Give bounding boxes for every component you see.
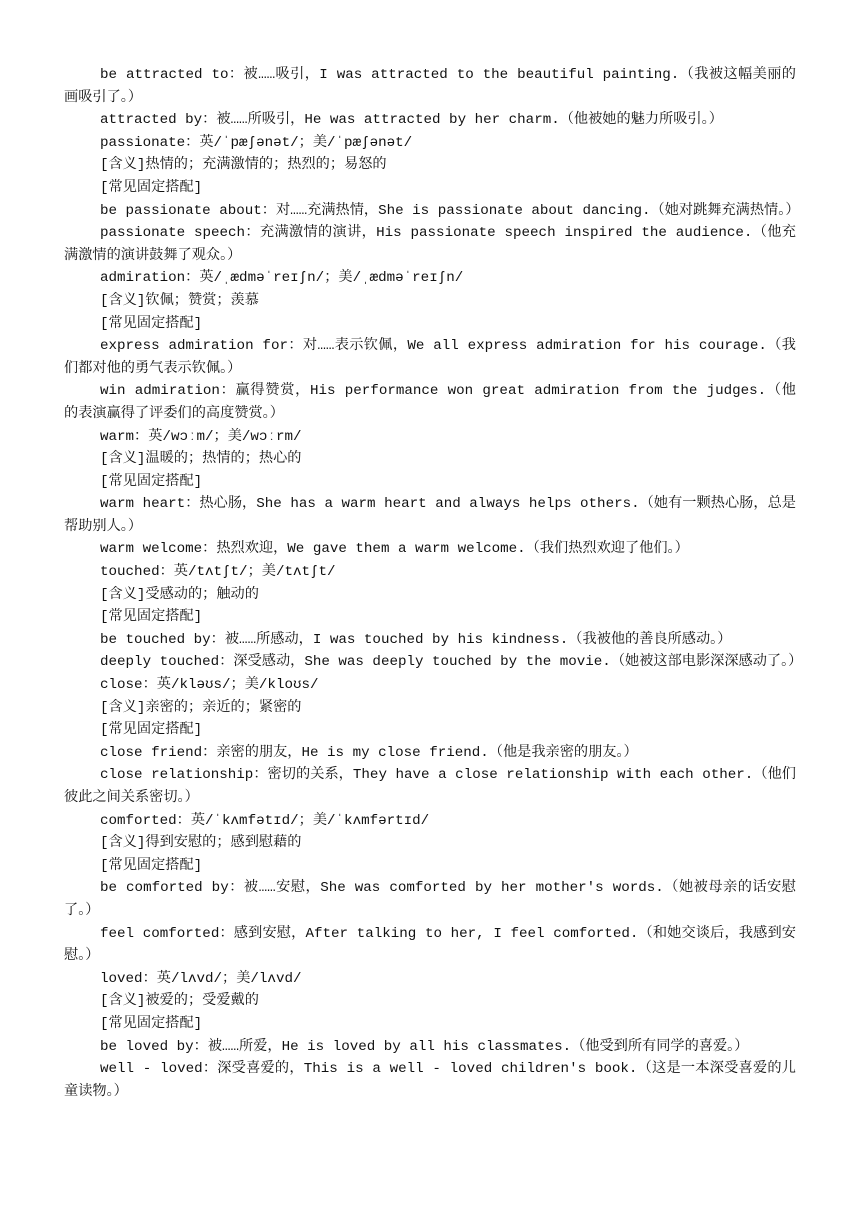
collocation-express-admiration: express admiration for：对……表示钦佩，We all express admiration for his courage.（我们都对他的勇气表示钦佩。） <box>64 338 796 377</box>
meaning-admiration: [含义]钦佩；赞赏；羡慕 <box>100 292 259 309</box>
meaning-close: [含义]亲密的；亲近的；紧密的 <box>100 699 302 716</box>
collocation-heading: [常见固定搭配] <box>100 1015 203 1032</box>
meaning-touched: [含义]受感动的；触动的 <box>100 586 259 603</box>
collocation-heading: [常见固定搭配] <box>100 857 203 874</box>
collocation-passionate-about: be passionate about：对……充满热情，She is passionate about dancing.（她对跳舞充满热情。） <box>100 202 800 219</box>
collocation-close-friend: close friend：亲密的朋友，He is my close friend.（他是我亲密的朋友。） <box>100 744 638 761</box>
pronunciation-comforted: comforted：英/ˈkʌmfətɪd/；美/ˈkʌmfərtɪd/ <box>100 812 430 829</box>
pronunciation-loved: loved：英/lʌvd/；美/lʌvd/ <box>100 970 302 987</box>
collocation-heading: [常见固定搭配] <box>100 179 203 196</box>
collocation-heading: [常见固定搭配] <box>100 609 203 626</box>
collocation-attracted-by: attracted by：被……所吸引，He was attracted by her charm.（他被她的魅力所吸引。） <box>100 112 723 129</box>
pronunciation-passionate: passionate：英/ˈpæʃənət/；美/ˈpæʃənət/ <box>100 134 413 151</box>
meaning-warm: [含义]温暖的；热情的；热心的 <box>100 451 302 468</box>
pronunciation-warm: warm：英/wɔːm/；美/wɔːrm/ <box>100 428 302 445</box>
collocation-heading: [常见固定搭配] <box>100 722 203 739</box>
collocation-feel-comforted: feel comforted：感到安慰，After talking to her, I feel comforted.（和她交谈后，我感到安慰。） <box>64 925 796 965</box>
collocation-well-loved: well - loved：深受喜爱的，This is a well - loved children's book.（这是一本深受喜爱的儿童读物。） <box>64 1061 796 1100</box>
meaning-loved: [含义]被爱的；受爱戴的 <box>100 993 259 1010</box>
pronunciation-close: close：英/kləʊs/；美/kloʊs/ <box>100 677 319 694</box>
collocation-win-admiration: win admiration：赢得赞赏，His performance won great admiration from the judges.（他的表演赢得了评委们的高度赞赏。） <box>64 383 796 422</box>
meaning-comforted: [含义]得到安慰的；感到慰藉的 <box>100 835 302 852</box>
collocation-warm-welcome: warm welcome：热烈欢迎，We gave them a warm welcome.（我们热烈欢迎了他们。） <box>100 541 689 558</box>
collocation-close-relationship: close relationship：密切的关系，They have a close relationship with each other.（他们彼此之间关系密切。） <box>64 767 796 806</box>
collocation-deeply-touched: deeply touched：深受感动，She was deeply touched by the movie.（她被这部电影深深感动了。） <box>100 654 803 671</box>
meaning-passionate: [含义]热情的；充满激情的；热烈的；易怒的 <box>100 157 387 174</box>
collocation-attracted-to: be attracted to：被……吸引，I was attracted to the beautiful painting.（我被这幅美丽的画吸引了。） <box>64 67 796 106</box>
pronunciation-touched: touched：英/tʌtʃt/；美/tʌtʃt/ <box>100 564 336 581</box>
collocation-touched-by: be touched by：被……所感动，I was touched by his kindness.（我被他的善良所感动。） <box>100 631 732 648</box>
collocation-heading: [常见固定搭配] <box>100 473 203 490</box>
collocation-loved-by: be loved by：被……所爱，He is loved by all his classmates.（他受到所有同学的喜爱。） <box>100 1038 749 1055</box>
pronunciation-admiration: admiration：英/ˌædməˈreɪʃn/；美/ˌædməˈreɪʃn/ <box>100 270 464 287</box>
collocation-heading: [常见固定搭配] <box>100 315 203 332</box>
collocation-comforted-by: be comforted by：被……安慰，She was comforted by her mother's words.（她被母亲的话安慰了。） <box>64 880 796 919</box>
collocation-passionate-speech: passionate speech：充满激情的演讲，His passionate speech inspired the audience.（他充满激情的演讲鼓舞了观众。） <box>64 225 796 264</box>
collocation-warm-heart: warm heart：热心肠，She has a warm heart and always helps others.（她有一颗热心肠，总是帮助别人。） <box>64 496 796 535</box>
